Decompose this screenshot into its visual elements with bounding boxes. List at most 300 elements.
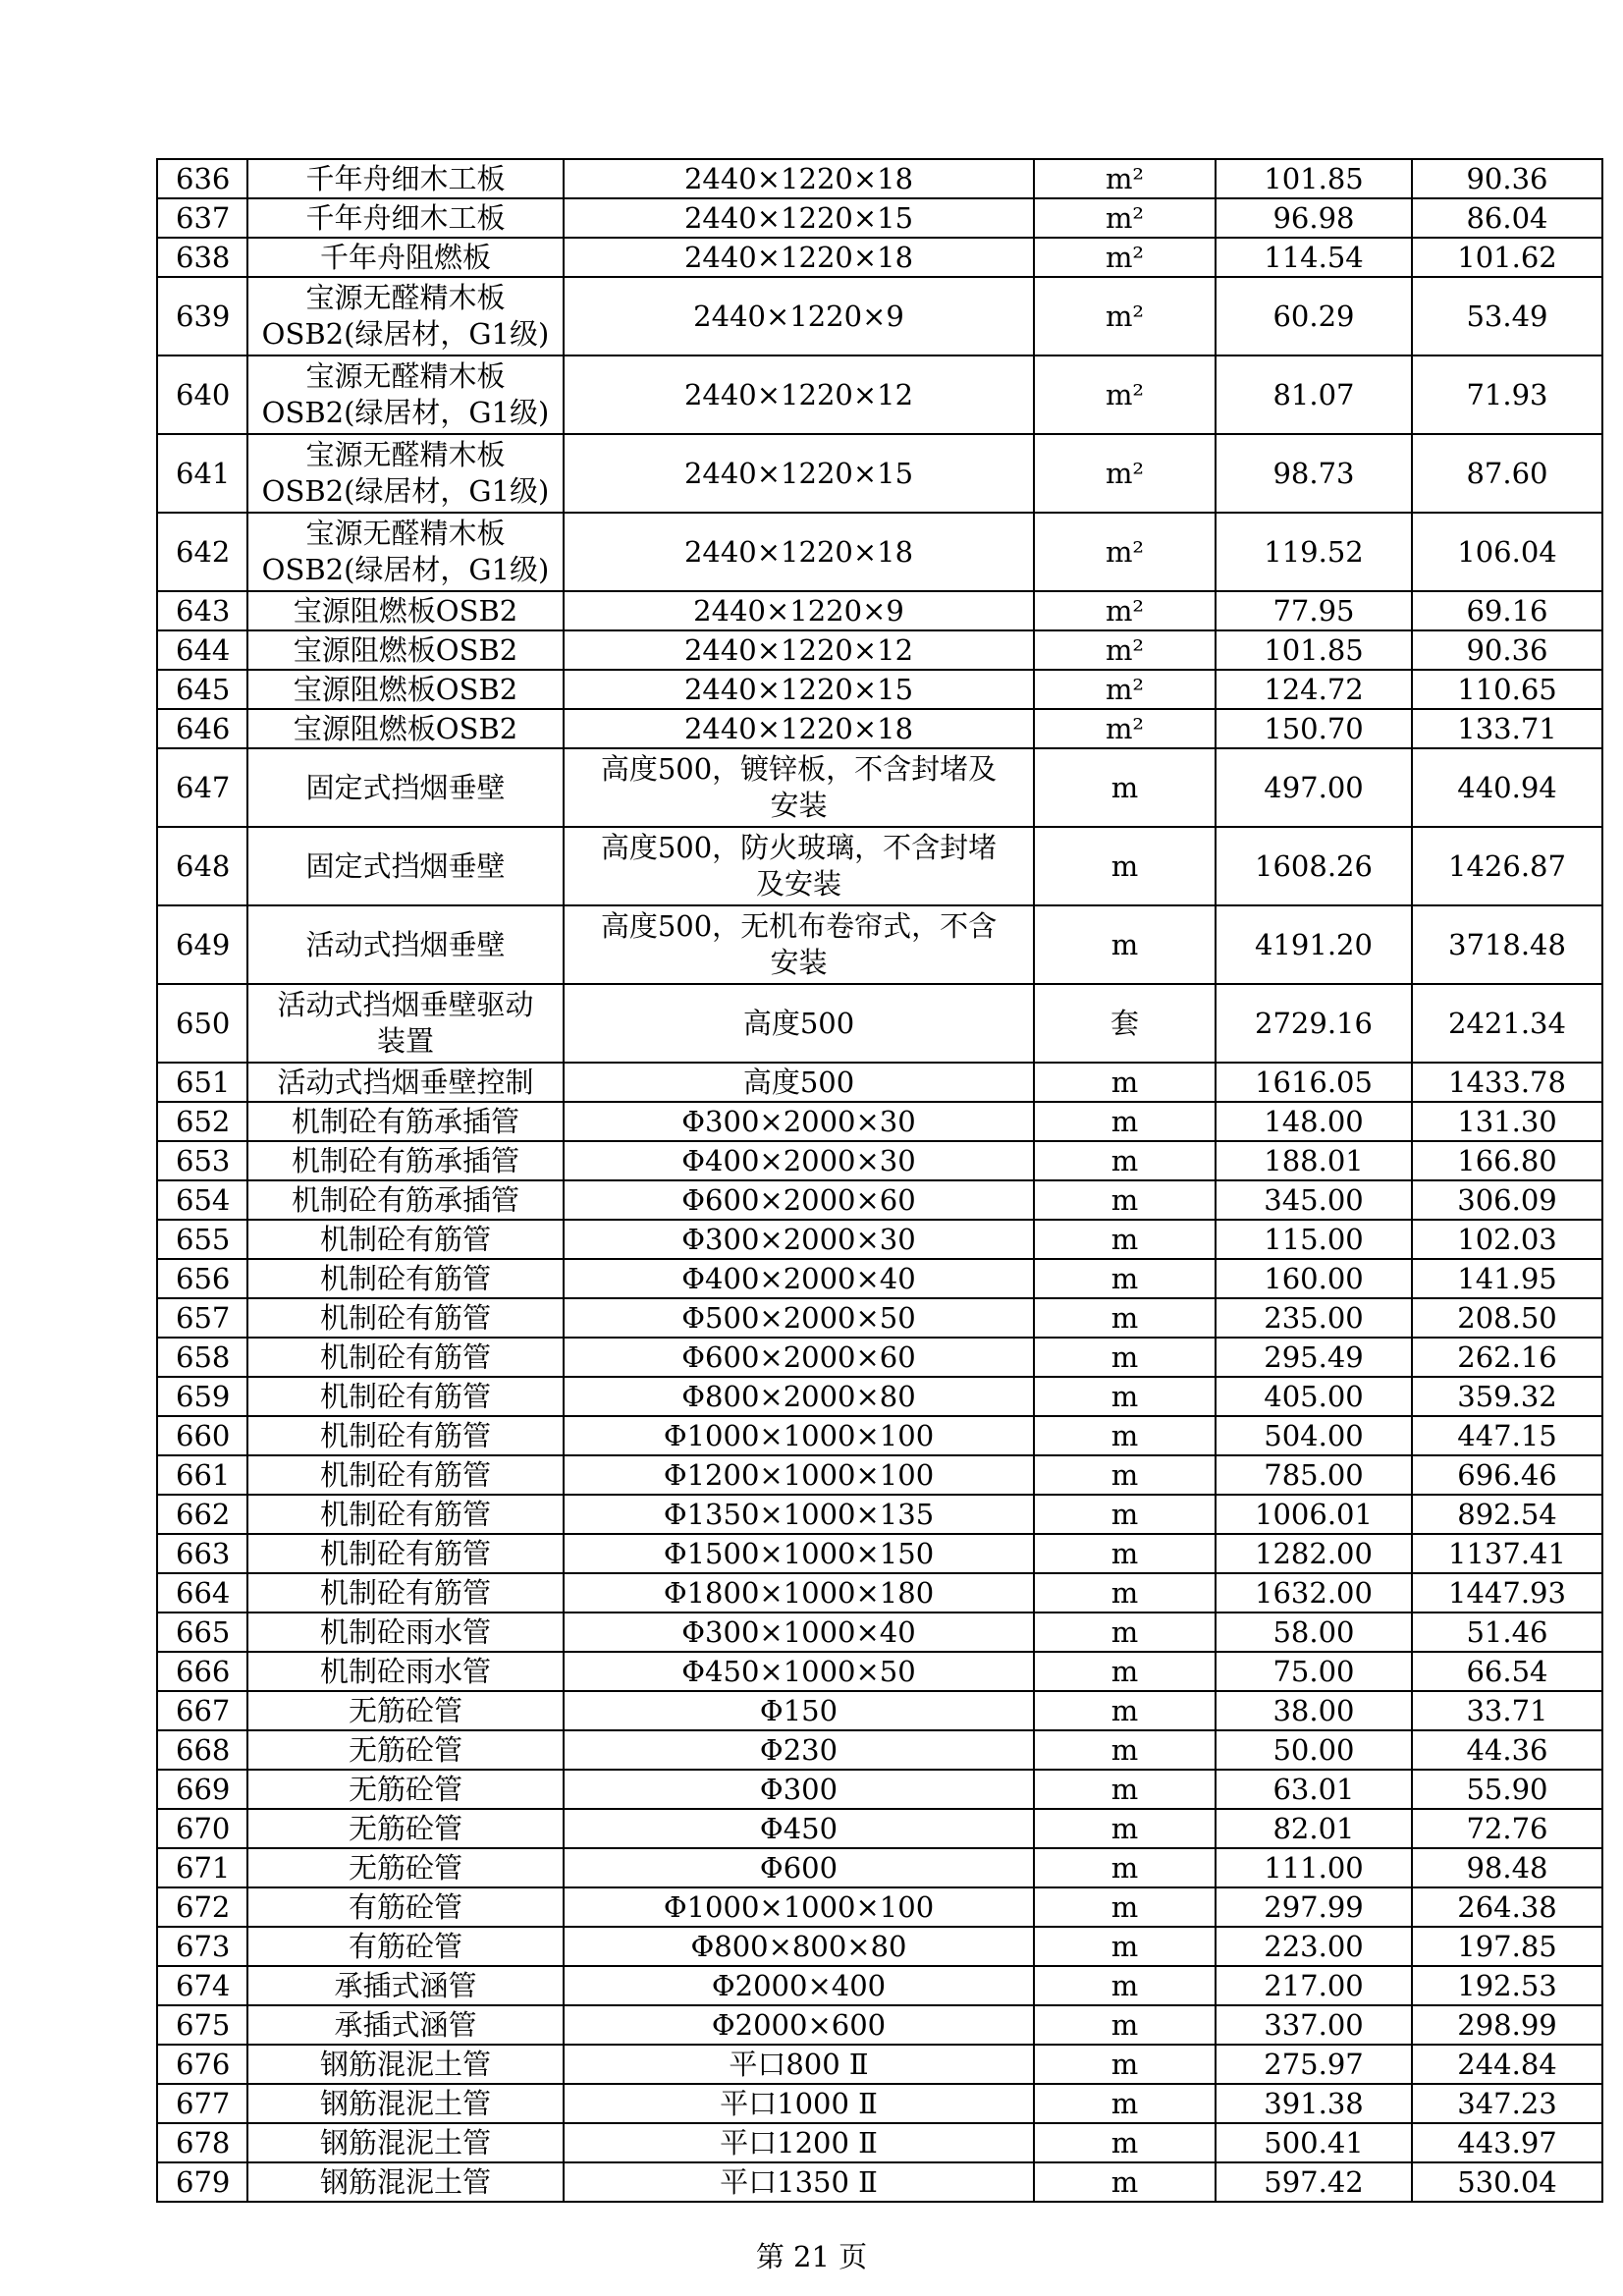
cell-name: 有筋砼管	[247, 1887, 564, 1927]
cell-name: 机制砼雨水管	[247, 1652, 564, 1691]
cell-spec: Φ400×2000×30	[564, 1141, 1034, 1180]
cell-price-1: 217.00	[1216, 1966, 1412, 2005]
cell-price-1: 148.00	[1216, 1102, 1412, 1141]
cell-no: 655	[157, 1220, 247, 1259]
cell-price-2: 141.95	[1412, 1259, 1602, 1298]
cell-no: 658	[157, 1338, 247, 1377]
cell-price-2: 33.71	[1412, 1691, 1602, 1730]
cell-spec: 2440×1220×18	[564, 709, 1034, 748]
table-row	[157, 905, 1602, 984]
cell-unit: m	[1034, 1887, 1216, 1927]
cell-no: 645	[157, 670, 247, 709]
table-row	[157, 1652, 1602, 1691]
table-row	[157, 748, 1602, 827]
cell-spec: Φ800×800×80	[564, 1927, 1034, 1966]
cell-spec: 2440×1220×9	[564, 277, 1034, 355]
cell-price-2: 102.03	[1412, 1220, 1602, 1259]
cell-spec: Φ300×2000×30	[564, 1102, 1034, 1141]
cell-price-1: 391.38	[1216, 2084, 1412, 2123]
cell-no: 673	[157, 1927, 247, 1966]
cell-no: 638	[157, 238, 247, 277]
cell-no: 670	[157, 1809, 247, 1848]
cell-price-1: 160.00	[1216, 1259, 1412, 1298]
cell-price-2: 298.99	[1412, 2005, 1602, 2045]
table-row	[157, 630, 1602, 670]
cell-name: 固定式挡烟垂壁	[247, 748, 564, 827]
cell-spec: 平口1200 Ⅱ	[564, 2123, 1034, 2162]
cell-no: 677	[157, 2084, 247, 2123]
cell-unit: m	[1034, 905, 1216, 984]
cell-price-2: 133.71	[1412, 709, 1602, 748]
cell-price-2: 530.04	[1412, 2162, 1602, 2202]
cell-name: 钢筋混泥土管	[247, 2045, 564, 2084]
cell-unit: m	[1034, 1298, 1216, 1338]
cell-price-1: 82.01	[1216, 1809, 1412, 1848]
cell-price-2: 347.23	[1412, 2084, 1602, 2123]
cell-spec: Φ1200×1000×100	[564, 1455, 1034, 1495]
cell-name: 机制砼有筋管	[247, 1573, 564, 1613]
table-row	[157, 1534, 1602, 1573]
cell-price-2: 264.38	[1412, 1887, 1602, 1927]
cell-unit: m	[1034, 1966, 1216, 2005]
cell-spec: 2440×1220×9	[564, 591, 1034, 630]
cell-unit: m²	[1034, 159, 1216, 198]
cell-price-1: 111.00	[1216, 1848, 1412, 1887]
table-row	[157, 1848, 1602, 1887]
table-row	[157, 198, 1602, 238]
table-row	[157, 827, 1602, 905]
cell-unit: m	[1034, 1180, 1216, 1220]
cell-unit: m	[1034, 1416, 1216, 1455]
cell-price-1: 101.85	[1216, 630, 1412, 670]
cell-spec: Φ1500×1000×150	[564, 1534, 1034, 1573]
cell-name: 机制砼有筋承插管	[247, 1141, 564, 1180]
cell-unit: m	[1034, 2123, 1216, 2162]
table-row	[157, 277, 1602, 355]
cell-unit: m	[1034, 2162, 1216, 2202]
cell-name: 千年舟细木工板	[247, 159, 564, 198]
cell-name: 机制砼有筋承插管	[247, 1180, 564, 1220]
table-row	[157, 1495, 1602, 1534]
cell-price-2: 110.65	[1412, 670, 1602, 709]
cell-price-2: 1433.78	[1412, 1063, 1602, 1102]
cell-price-2: 192.53	[1412, 1966, 1602, 2005]
cell-unit: m	[1034, 1338, 1216, 1377]
cell-price-1: 63.01	[1216, 1770, 1412, 1809]
cell-name: 宝源无醛精木板 OSB2(绿居材，G1级)	[247, 355, 564, 434]
table-row	[157, 1338, 1602, 1377]
cell-price-1: 295.49	[1216, 1338, 1412, 1377]
cell-no: 664	[157, 1573, 247, 1613]
cell-no: 675	[157, 2005, 247, 2045]
cell-name: 机制砼有筋承插管	[247, 1102, 564, 1141]
cell-price-1: 275.97	[1216, 2045, 1412, 2084]
cell-no: 646	[157, 709, 247, 748]
cell-price-2: 166.80	[1412, 1141, 1602, 1180]
cell-name: 宝源无醛精木板 OSB2(绿居材，G1级)	[247, 434, 564, 513]
table-row	[157, 1770, 1602, 1809]
cell-price-1: 337.00	[1216, 2005, 1412, 2045]
cell-no: 647	[157, 748, 247, 827]
cell-unit: m	[1034, 1652, 1216, 1691]
cell-no: 660	[157, 1416, 247, 1455]
cell-price-2: 2421.34	[1412, 984, 1602, 1063]
cell-name: 无筋砼管	[247, 1730, 564, 1770]
cell-price-1: 2729.16	[1216, 984, 1412, 1063]
cell-price-2: 3718.48	[1412, 905, 1602, 984]
cell-no: 636	[157, 159, 247, 198]
cell-unit: m²	[1034, 434, 1216, 513]
cell-name: 千年舟细木工板	[247, 198, 564, 238]
cell-price-1: 497.00	[1216, 748, 1412, 827]
cell-price-2: 244.84	[1412, 2045, 1602, 2084]
page-number: 第 21 页	[755, 2240, 868, 2273]
cell-price-1: 297.99	[1216, 1887, 1412, 1927]
cell-spec: Φ1000×1000×100	[564, 1887, 1034, 1927]
cell-price-1: 223.00	[1216, 1927, 1412, 1966]
cell-unit: 套	[1034, 984, 1216, 1063]
cell-price-1: 124.72	[1216, 670, 1412, 709]
cell-price-2: 86.04	[1412, 198, 1602, 238]
cell-no: 637	[157, 198, 247, 238]
cell-no: 649	[157, 905, 247, 984]
cell-name: 机制砼有筋管	[247, 1455, 564, 1495]
cell-spec: Φ1000×1000×100	[564, 1416, 1034, 1455]
cell-spec: 平口1000 Ⅱ	[564, 2084, 1034, 2123]
cell-unit: m	[1034, 2005, 1216, 2045]
cell-name: 宝源无醛精木板 OSB2(绿居材，G1级)	[247, 277, 564, 355]
cell-price-2: 306.09	[1412, 1180, 1602, 1220]
cell-no: 657	[157, 1298, 247, 1338]
cell-spec: 2440×1220×18	[564, 513, 1034, 591]
cell-unit: m	[1034, 1927, 1216, 1966]
cell-price-2: 98.48	[1412, 1848, 1602, 1887]
cell-no: 639	[157, 277, 247, 355]
cell-unit: m	[1034, 1377, 1216, 1416]
cell-price-1: 77.95	[1216, 591, 1412, 630]
cell-no: 665	[157, 1613, 247, 1652]
cell-no: 640	[157, 355, 247, 434]
cell-spec: Φ450	[564, 1809, 1034, 1848]
cell-unit: m	[1034, 1259, 1216, 1298]
cell-price-2: 447.15	[1412, 1416, 1602, 1455]
cell-name: 无筋砼管	[247, 1770, 564, 1809]
cell-name: 机制砼有筋管	[247, 1495, 564, 1534]
cell-price-1: 500.41	[1216, 2123, 1412, 2162]
table-row	[157, 2005, 1602, 2045]
cell-price-2: 262.16	[1412, 1338, 1602, 1377]
table-row	[157, 1102, 1602, 1141]
cell-price-1: 1006.01	[1216, 1495, 1412, 1534]
table-row	[157, 1220, 1602, 1259]
cell-no: 678	[157, 2123, 247, 2162]
cell-price-1: 38.00	[1216, 1691, 1412, 1730]
cell-no: 676	[157, 2045, 247, 2084]
cell-price-1: 345.00	[1216, 1180, 1412, 1220]
cell-spec: Φ600	[564, 1848, 1034, 1887]
cell-spec: 平口1350 Ⅱ	[564, 2162, 1034, 2202]
cell-price-2: 696.46	[1412, 1455, 1602, 1495]
table-row	[157, 2162, 1602, 2202]
cell-name: 机制砼有筋管	[247, 1298, 564, 1338]
cell-no: 648	[157, 827, 247, 905]
cell-price-1: 1632.00	[1216, 1573, 1412, 1613]
cell-price-1: 81.07	[1216, 355, 1412, 434]
price-table	[156, 158, 1603, 2203]
table-row	[157, 2123, 1602, 2162]
cell-name: 钢筋混泥土管	[247, 2084, 564, 2123]
cell-spec: Φ150	[564, 1691, 1034, 1730]
cell-price-2: 51.46	[1412, 1613, 1602, 1652]
cell-price-2: 1137.41	[1412, 1534, 1602, 1573]
cell-price-1: 785.00	[1216, 1455, 1412, 1495]
cell-spec: Φ1800×1000×180	[564, 1573, 1034, 1613]
table-row	[157, 2045, 1602, 2084]
cell-no: 642	[157, 513, 247, 591]
cell-unit: m²	[1034, 238, 1216, 277]
cell-price-2: 53.49	[1412, 277, 1602, 355]
cell-unit: m	[1034, 1848, 1216, 1887]
cell-name: 活动式挡烟垂壁驱动 装置	[247, 984, 564, 1063]
cell-price-1: 114.54	[1216, 238, 1412, 277]
cell-no: 654	[157, 1180, 247, 1220]
table-row	[157, 591, 1602, 630]
table-row	[157, 1927, 1602, 1966]
cell-name: 机制砼有筋管	[247, 1377, 564, 1416]
cell-spec: Φ230	[564, 1730, 1034, 1770]
table-row	[157, 984, 1602, 1063]
cell-unit: m	[1034, 2084, 1216, 2123]
cell-no: 656	[157, 1259, 247, 1298]
table-row	[157, 1809, 1602, 1848]
cell-unit: m	[1034, 1495, 1216, 1534]
cell-spec: Φ500×2000×50	[564, 1298, 1034, 1338]
cell-spec: Φ800×2000×80	[564, 1377, 1034, 1416]
cell-spec: 2440×1220×18	[564, 238, 1034, 277]
table-row	[157, 1455, 1602, 1495]
table-row	[157, 1573, 1602, 1613]
table-row	[157, 434, 1602, 513]
cell-unit: m²	[1034, 591, 1216, 630]
cell-price-1: 1282.00	[1216, 1534, 1412, 1573]
cell-no: 641	[157, 434, 247, 513]
cell-unit: m²	[1034, 198, 1216, 238]
cell-price-1: 96.98	[1216, 198, 1412, 238]
cell-no: 679	[157, 2162, 247, 2202]
cell-name: 千年舟阻燃板	[247, 238, 564, 277]
cell-name: 机制砼有筋管	[247, 1220, 564, 1259]
cell-price-2: 440.94	[1412, 748, 1602, 827]
cell-price-1: 235.00	[1216, 1298, 1412, 1338]
table-row	[157, 1730, 1602, 1770]
cell-unit: m	[1034, 1613, 1216, 1652]
cell-spec: 2440×1220×15	[564, 434, 1034, 513]
cell-name: 承插式涵管	[247, 1966, 564, 2005]
table-row	[157, 709, 1602, 748]
cell-price-2: 90.36	[1412, 630, 1602, 670]
cell-name: 宝源阻燃板OSB2	[247, 670, 564, 709]
cell-name: 机制砼有筋管	[247, 1416, 564, 1455]
cell-price-2: 44.36	[1412, 1730, 1602, 1770]
cell-spec: 高度500，无机布卷帘式，不含 安装	[564, 905, 1034, 984]
cell-unit: m	[1034, 1063, 1216, 1102]
cell-no: 643	[157, 591, 247, 630]
table-body	[157, 159, 1602, 2202]
cell-name: 宝源无醛精木板 OSB2(绿居材，G1级)	[247, 513, 564, 591]
cell-no: 671	[157, 1848, 247, 1887]
cell-price-1: 1616.05	[1216, 1063, 1412, 1102]
cell-unit: m	[1034, 1809, 1216, 1848]
table-row	[157, 1180, 1602, 1220]
cell-price-2: 443.97	[1412, 2123, 1602, 2162]
cell-no: 663	[157, 1534, 247, 1573]
cell-spec: Φ1350×1000×135	[564, 1495, 1034, 1534]
cell-name: 机制砼有筋管	[247, 1338, 564, 1377]
cell-unit: m	[1034, 2045, 1216, 2084]
cell-unit: m	[1034, 1691, 1216, 1730]
cell-unit: m²	[1034, 670, 1216, 709]
cell-price-2: 69.16	[1412, 591, 1602, 630]
cell-unit: m	[1034, 827, 1216, 905]
cell-no: 644	[157, 630, 247, 670]
cell-spec: Φ300×1000×40	[564, 1613, 1034, 1652]
cell-price-2: 72.76	[1412, 1809, 1602, 1848]
cell-spec: Φ300×2000×30	[564, 1220, 1034, 1259]
cell-spec: 2440×1220×12	[564, 630, 1034, 670]
cell-spec: Φ600×2000×60	[564, 1180, 1034, 1220]
table-row	[157, 513, 1602, 591]
cell-name: 宝源阻燃板OSB2	[247, 591, 564, 630]
cell-name: 无筋砼管	[247, 1809, 564, 1848]
table-row	[157, 1966, 1602, 2005]
cell-price-1: 75.00	[1216, 1652, 1412, 1691]
cell-no: 661	[157, 1455, 247, 1495]
table-row	[157, 1887, 1602, 1927]
cell-name: 承插式涵管	[247, 2005, 564, 2045]
cell-name: 机制砼雨水管	[247, 1613, 564, 1652]
cell-no: 669	[157, 1770, 247, 1809]
cell-spec: Φ600×2000×60	[564, 1338, 1034, 1377]
cell-unit: m	[1034, 1730, 1216, 1770]
cell-price-2: 1426.87	[1412, 827, 1602, 905]
cell-price-1: 150.70	[1216, 709, 1412, 748]
cell-spec: 高度500，防火玻璃，不含封堵 及安装	[564, 827, 1034, 905]
cell-name: 活动式挡烟垂壁	[247, 905, 564, 984]
cell-unit: m	[1034, 1141, 1216, 1180]
cell-spec: Φ400×2000×40	[564, 1259, 1034, 1298]
table-row	[157, 159, 1602, 198]
cell-unit: m²	[1034, 709, 1216, 748]
cell-price-1: 4191.20	[1216, 905, 1412, 984]
cell-spec: 高度500	[564, 1063, 1034, 1102]
cell-spec: 2440×1220×18	[564, 159, 1034, 198]
table-row	[157, 355, 1602, 434]
cell-unit: m²	[1034, 513, 1216, 591]
cell-no: 667	[157, 1691, 247, 1730]
cell-price-2: 197.85	[1412, 1927, 1602, 1966]
cell-price-2: 106.04	[1412, 513, 1602, 591]
table-row	[157, 1416, 1602, 1455]
cell-price-2: 55.90	[1412, 1770, 1602, 1809]
table-row	[157, 1063, 1602, 1102]
cell-unit: m²	[1034, 277, 1216, 355]
cell-unit: m	[1034, 1770, 1216, 1809]
cell-name: 机制砼有筋管	[247, 1534, 564, 1573]
cell-price-1: 115.00	[1216, 1220, 1412, 1259]
cell-unit: m	[1034, 1102, 1216, 1141]
table-row	[157, 238, 1602, 277]
cell-spec: 2440×1220×15	[564, 670, 1034, 709]
cell-price-2: 71.93	[1412, 355, 1602, 434]
table-row	[157, 1259, 1602, 1298]
cell-spec: Φ2000×600	[564, 2005, 1034, 2045]
cell-price-2: 1447.93	[1412, 1573, 1602, 1613]
table-row	[157, 1691, 1602, 1730]
cell-unit: m	[1034, 748, 1216, 827]
table-row	[157, 1377, 1602, 1416]
cell-name: 固定式挡烟垂壁	[247, 827, 564, 905]
cell-no: 668	[157, 1730, 247, 1770]
table-row	[157, 1613, 1602, 1652]
cell-price-2: 90.36	[1412, 159, 1602, 198]
cell-unit: m	[1034, 1534, 1216, 1573]
cell-price-2: 131.30	[1412, 1102, 1602, 1141]
cell-price-1: 119.52	[1216, 513, 1412, 591]
cell-no: 674	[157, 1966, 247, 2005]
cell-spec: Φ450×1000×50	[564, 1652, 1034, 1691]
cell-price-1: 101.85	[1216, 159, 1412, 198]
cell-price-2: 101.62	[1412, 238, 1602, 277]
cell-price-2: 87.60	[1412, 434, 1602, 513]
cell-price-2: 892.54	[1412, 1495, 1602, 1534]
cell-no: 672	[157, 1887, 247, 1927]
cell-price-2: 208.50	[1412, 1298, 1602, 1338]
cell-price-1: 1608.26	[1216, 827, 1412, 905]
cell-name: 无筋砼管	[247, 1848, 564, 1887]
cell-name: 活动式挡烟垂壁控制	[247, 1063, 564, 1102]
cell-unit: m²	[1034, 630, 1216, 670]
table-row	[157, 1298, 1602, 1338]
cell-price-1: 188.01	[1216, 1141, 1412, 1180]
table-row	[157, 2084, 1602, 2123]
cell-name: 机制砼有筋管	[247, 1259, 564, 1298]
cell-name: 无筋砼管	[247, 1691, 564, 1730]
cell-spec: 高度500，镀锌板，不含封堵及 安装	[564, 748, 1034, 827]
cell-name: 宝源阻燃板OSB2	[247, 709, 564, 748]
cell-price-1: 597.42	[1216, 2162, 1412, 2202]
cell-unit: m²	[1034, 355, 1216, 434]
cell-unit: m	[1034, 1573, 1216, 1613]
cell-unit: m	[1034, 1455, 1216, 1495]
cell-spec: 2440×1220×12	[564, 355, 1034, 434]
cell-no: 662	[157, 1495, 247, 1534]
cell-no: 653	[157, 1141, 247, 1180]
cell-no: 659	[157, 1377, 247, 1416]
table-row	[157, 670, 1602, 709]
cell-name: 钢筋混泥土管	[247, 2123, 564, 2162]
cell-name: 宝源阻燃板OSB2	[247, 630, 564, 670]
cell-spec: Φ300	[564, 1770, 1034, 1809]
cell-price-1: 504.00	[1216, 1416, 1412, 1455]
cell-price-1: 98.73	[1216, 434, 1412, 513]
cell-name: 有筋砼管	[247, 1927, 564, 1966]
cell-no: 652	[157, 1102, 247, 1141]
cell-spec: 高度500	[564, 984, 1034, 1063]
table-row	[157, 1141, 1602, 1180]
cell-no: 666	[157, 1652, 247, 1691]
cell-no: 650	[157, 984, 247, 1063]
cell-name: 钢筋混泥土管	[247, 2162, 564, 2202]
